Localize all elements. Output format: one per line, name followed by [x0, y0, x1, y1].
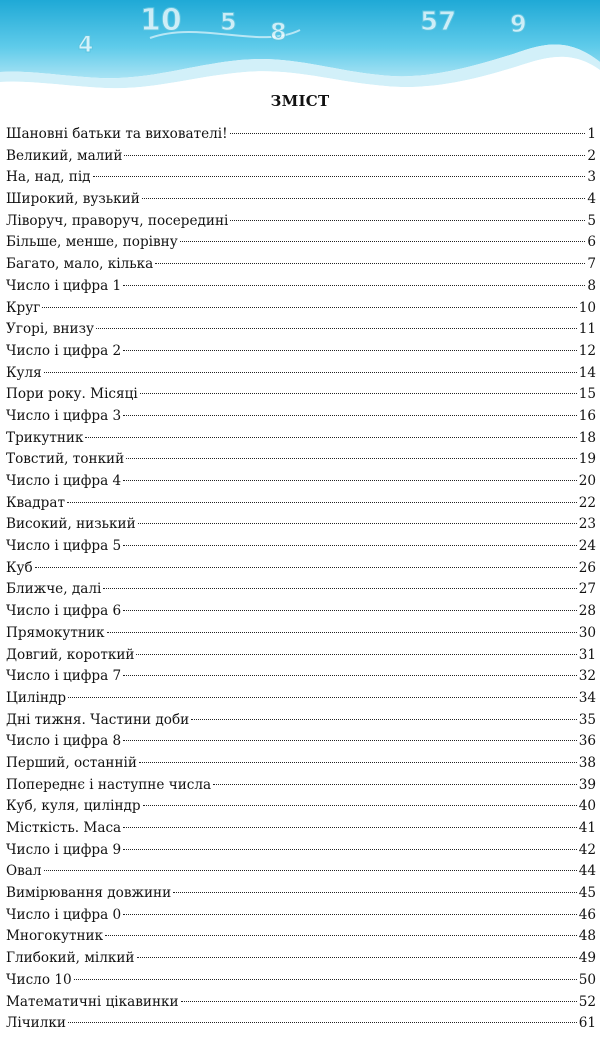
toc-entry: [6, 384, 596, 406]
toc-dot-leader: [93, 176, 586, 177]
toc-entry-page: 39: [578, 776, 596, 793]
toc-dot-leader: [123, 610, 576, 611]
toc-entry: [6, 818, 596, 840]
toc-entry-label: Циліндр: [6, 689, 67, 706]
toc-dot-leader: [124, 155, 585, 156]
toc-entry: [6, 341, 596, 363]
toc-entry-label: Число і цифра 2: [6, 342, 122, 359]
toc-entry-label: Число і цифра 4: [6, 473, 122, 489]
toc-entry-label: Попереднє і наступне числа: [6, 776, 212, 793]
toc-entry: [6, 731, 596, 753]
toc-entry-page: 6: [587, 234, 596, 251]
toc-entry-page: 61: [578, 1015, 596, 1032]
toc-entry: [6, 688, 596, 710]
toc-entry-label: Товстий, тонкий: [6, 451, 125, 468]
toc-dot-leader: [44, 372, 577, 373]
toc-entry: [6, 276, 596, 298]
toc-entry: [6, 775, 596, 797]
toc-dot-leader: [107, 632, 577, 633]
toc-dot-leader: [142, 198, 586, 199]
toc-entry: [6, 189, 596, 211]
toc-dot-leader: [44, 870, 577, 871]
toc-entry-label: Число і цифра 9: [6, 841, 122, 858]
toc-entry-page: 24: [578, 538, 596, 555]
toc-entry-page: 49: [578, 950, 596, 967]
toc-entry-page: 50: [578, 971, 596, 988]
toc-entry: [6, 232, 596, 254]
toc-list: [6, 124, 596, 1035]
toc-dot-leader: [126, 458, 577, 459]
toc-entry-page: 8: [587, 277, 596, 294]
toc-entry: [6, 254, 596, 276]
toc-dot-leader: [67, 502, 577, 503]
toc-entry: [6, 579, 596, 601]
toc-dot-leader: [138, 523, 577, 524]
page-title: ЗМІСТ: [270, 92, 330, 110]
toc-entry-page: 11: [578, 321, 596, 338]
toc-entry-page: 2: [587, 147, 596, 164]
toc-entry: [6, 558, 596, 580]
toc-entry-label: Лічилки: [6, 1015, 66, 1032]
decor-number-5: 5: [220, 8, 237, 36]
toc-dot-leader: [123, 480, 576, 481]
toc-entry-label: Прямокутник: [6, 624, 105, 641]
toc-entry-page: 23: [578, 516, 596, 533]
toc-entry: [6, 948, 596, 970]
toc-entry: [6, 167, 596, 189]
toc-entry: [6, 840, 596, 862]
toc-entry: [6, 753, 596, 775]
toc-dot-leader: [230, 220, 585, 221]
toc-entry: [6, 883, 596, 905]
toc-entry-label: Трикутник: [6, 429, 84, 446]
toc-entry: [6, 363, 596, 385]
toc-entry-page: 7: [587, 256, 596, 273]
toc-entry-page: 41: [578, 820, 596, 836]
toc-entry-label: На, над, під: [6, 169, 91, 186]
toc-entry-page: 32: [578, 668, 596, 685]
toc-dot-leader: [213, 784, 577, 785]
toc-entry-label: Овал: [6, 863, 42, 880]
toc-entry-label: Шановні батьки та вихователі!: [6, 126, 228, 142]
toc-entry-page: 36: [578, 733, 596, 750]
toc-dot-leader: [74, 979, 577, 980]
toc-entry: [6, 992, 596, 1014]
toc-entry-label: Куб: [6, 559, 33, 576]
toc-entry: [6, 926, 596, 948]
toc-entry-label: Число і цифра 7: [6, 668, 122, 685]
toc-entry-label: Ближче, далі: [6, 581, 102, 598]
toc-entry-label: Куля: [6, 364, 42, 381]
toc-entry-label: Число і цифра 0: [6, 906, 122, 923]
toc-entry-page: 16: [578, 407, 596, 424]
toc-entry-label: Число і цифра 8: [6, 733, 122, 750]
toc-entry-label: Число і цифра 3: [6, 407, 122, 424]
toc-entry-label: Високий, низький: [6, 516, 136, 533]
toc-entry-label: Ліворуч, праворуч, посередині: [6, 212, 229, 229]
toc-entry: [6, 124, 596, 146]
decor-number-4: 4: [78, 33, 94, 58]
toc-dot-leader: [140, 393, 577, 394]
toc-entry-label: Багато, мало, кілька: [6, 256, 154, 273]
toc-entry: [6, 211, 596, 233]
toc-entry: [6, 970, 596, 992]
toc-entry-label: Куб, куля, циліндр: [6, 798, 141, 815]
toc-entry-page: 38: [578, 754, 596, 771]
toc-entry-label: Число і цифра 6: [6, 603, 122, 620]
toc-entry: [6, 449, 596, 471]
toc-entry-page: 19: [578, 451, 596, 468]
toc-entry-label: Пори року. Місяці: [6, 386, 138, 403]
toc-entry-label: Квадрат: [6, 494, 65, 511]
toc-entry: [6, 861, 596, 883]
toc-entry-label: Дні тижня. Частини доби: [6, 711, 190, 728]
toc-dot-leader: [123, 675, 576, 676]
toc-entry-page: 45: [578, 885, 596, 902]
toc-dot-leader: [180, 241, 586, 242]
toc-entry-label: Число і цифра 5: [6, 538, 122, 555]
toc-dot-leader: [35, 567, 577, 568]
toc-entry-page: 40: [578, 798, 596, 815]
toc-entry-page: 28: [578, 603, 596, 620]
toc-dot-leader: [123, 914, 576, 915]
toc-entry-label: Математичні цікавинки: [6, 993, 179, 1010]
toc-entry-label: Число 10: [6, 971, 72, 988]
toc-entry: [6, 406, 596, 428]
toc-entry-label: Широкий, вузький: [6, 191, 140, 208]
toc-entry-page: 22: [578, 494, 596, 511]
toc-entry-page: 1: [587, 126, 596, 142]
toc-entry-page: 42: [578, 841, 596, 858]
toc-entry-page: 4: [587, 191, 596, 208]
toc-entry-label: Вимірювання довжини: [6, 885, 172, 902]
toc-entry-page: 44: [578, 863, 596, 880]
toc-dot-leader: [123, 350, 576, 351]
toc-dot-leader: [137, 957, 577, 958]
toc-entry-label: Круг: [6, 299, 41, 316]
toc-dot-leader: [123, 285, 585, 286]
decor-number-8: 8: [270, 18, 287, 46]
toc-entry-label: Довгий, короткий: [6, 646, 135, 663]
toc-entry: [6, 471, 596, 493]
toc-entry-page: 34: [578, 689, 596, 706]
toc-dot-leader: [136, 654, 576, 655]
toc-entry-page: 3: [587, 169, 596, 186]
toc-entry-page: 31: [578, 646, 596, 663]
toc-dot-leader: [173, 892, 577, 893]
toc-entry-page: 30: [578, 624, 596, 641]
toc-dot-leader: [181, 1001, 577, 1002]
toc-entry: [6, 428, 596, 450]
toc-dot-leader: [68, 697, 577, 698]
toc-dot-leader: [123, 415, 576, 416]
toc-entry-label: Місткість. Маса: [6, 820, 122, 836]
toc-entry-page: 18: [578, 429, 596, 446]
toc-entry-page: 15: [578, 386, 596, 403]
toc-entry: [6, 623, 596, 645]
toc-entry-page: 10: [578, 299, 596, 316]
toc-entry: [6, 298, 596, 320]
toc-dot-leader: [123, 849, 576, 850]
toc-entry: [6, 319, 596, 341]
toc-dot-leader: [230, 133, 586, 134]
toc-dot-leader: [68, 1022, 577, 1023]
toc-entry: [6, 796, 596, 818]
decor-number-9: 9: [510, 10, 527, 38]
toc-entry-page: 20: [578, 473, 596, 489]
toc-entry: [6, 536, 596, 558]
toc-entry-label: Число і цифра 1: [6, 277, 122, 294]
toc-dot-leader: [42, 307, 576, 308]
toc-dot-leader: [96, 328, 577, 329]
toc-dot-leader: [123, 545, 576, 546]
decor-number-10: 10: [140, 3, 182, 38]
toc-entry-label: Угорі, внизу: [6, 321, 95, 338]
toc-entry: [6, 710, 596, 732]
toc-dot-leader: [105, 935, 577, 936]
toc-entry: [6, 146, 596, 168]
toc-entry-page: 48: [578, 928, 596, 945]
toc-dot-leader: [123, 827, 577, 828]
toc-entry-page: 14: [578, 364, 596, 381]
toc-entry-page: 27: [578, 581, 596, 598]
toc-entry: [6, 666, 596, 688]
toc-dot-leader: [191, 719, 576, 720]
toc-dot-leader: [123, 740, 576, 741]
decor-number-57: 57: [420, 7, 457, 37]
toc-entry: [6, 514, 596, 536]
toc-entry: [6, 601, 596, 623]
wave-decoration: [0, 0, 600, 95]
toc-dot-leader: [155, 263, 585, 264]
toc-entry-label: Глибокий, мілкий: [6, 950, 135, 967]
toc-entry-page: 12: [578, 342, 596, 359]
toc-entry: [6, 1013, 596, 1035]
toc-entry-page: 52: [578, 993, 596, 1010]
header-banner: [0, 0, 600, 95]
toc-dot-leader: [139, 762, 577, 763]
toc-dot-leader: [103, 588, 576, 589]
toc-entry-page: 5: [587, 212, 596, 229]
toc-entry-page: 35: [578, 711, 596, 728]
toc-entry-label: Перший, останній: [6, 754, 137, 771]
toc-entry-page: 46: [578, 906, 596, 923]
toc-dot-leader: [85, 437, 576, 438]
toc-entry-label: Великий, малий: [6, 147, 123, 164]
toc-entry: [6, 905, 596, 927]
toc-entry: [6, 645, 596, 667]
toc-entry-label: Більше, менше, порівну: [6, 234, 178, 251]
toc-entry: [6, 493, 596, 515]
toc-dot-leader: [143, 805, 577, 806]
toc-entry-page: 26: [578, 559, 596, 576]
toc-entry-label: Многокутник: [6, 928, 104, 945]
